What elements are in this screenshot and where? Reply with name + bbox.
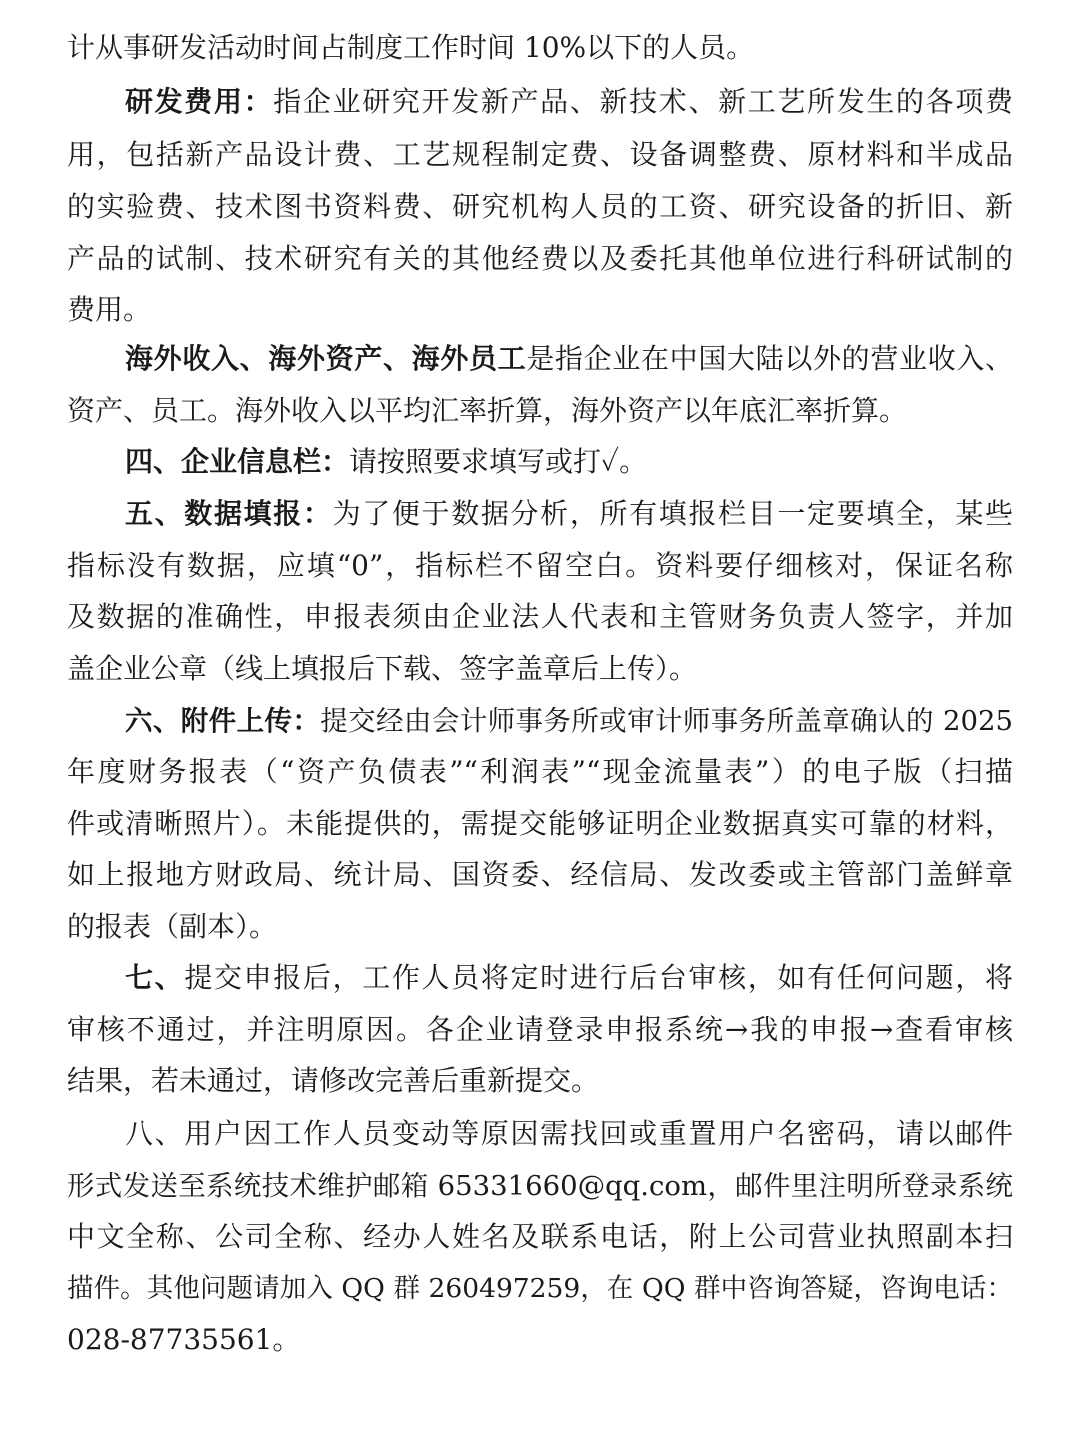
heading-section-5: 五、数据填报：: [125, 497, 333, 530]
text-line: 年度财务报表（“资产负债表”“利润表”“现金流量表”）的电子版（扫描: [67, 755, 1013, 788]
section-8: 八、用户因工作人员变动等原因需找回或重置用户名密码，请以邮件: [125, 1117, 1013, 1150]
paragraph-rd-expenses: 研发费用：指企业研究开发新产品、新技术、新工艺所发生的各项费: [125, 85, 1013, 118]
section-7: 七、提交申报后，工作人员将定时进行后台审核，如有任何问题，将: [125, 961, 1013, 994]
text-line: 及数据的准确性，申报表须由企业法人代表和主管财务负责人签字，并加: [67, 600, 1013, 633]
text-line: 的报表（副本）。: [67, 910, 278, 943]
text-line: 审核不通过，并注明原因。各企业请登录申报系统→我的申报→查看审核: [67, 1013, 1013, 1046]
text-line: 028-87735561。: [67, 1323, 301, 1356]
text-line: 如上报地方财政局、统计局、国资委、经信局、发改委或主管部门盖鲜章: [67, 858, 1013, 891]
heading-rd-expenses: 研发费用：: [125, 85, 274, 118]
text-line: 费用。: [67, 293, 152, 326]
text-line: 中文全称、公司全称、经办人姓名及联系电话，附上公司营业执照副本扫: [67, 1220, 1013, 1253]
heading-section-7: 七、: [125, 961, 185, 994]
section-5: 五、数据填报：为了便于数据分析，所有填报栏目一定要填全，某些: [125, 497, 1013, 530]
text-line: 计从事研发活动时间占制度工作时间 10%以下的人员。: [67, 31, 755, 64]
text-line: 的实验费、技术图书资料费、研究机构人员的工资、研究设备的折旧、新: [67, 190, 1013, 223]
heading-section-6: 六、附件上传：: [125, 705, 321, 737]
paragraph-overseas: 海外收入、海外资产、海外员工是指企业在中国大陆以外的营业收入、: [125, 342, 1013, 375]
heading-section-4: 四、企业信息栏：: [125, 445, 350, 478]
text-line: 件或清晰照片）。未能提供的，需提交能够证明企业数据真实可靠的材料，: [67, 807, 1013, 840]
text-line: 盖企业公章（线上填报后下载、签字盖章后上传）。: [67, 652, 698, 685]
section-4: 四、企业信息栏：请按照要求填写或打✓。: [125, 445, 648, 478]
text-line: 结果，若未通过，请修改完善后重新提交。: [67, 1064, 600, 1097]
text-line: 资产、员工。海外收入以平均汇率折算，海外资产以年底汇率折算。: [67, 394, 908, 427]
text-line: 产品的试制、技术研究有关的其他经费以及委托其他单位进行科研试制的: [67, 242, 1013, 275]
section-6: 六、附件上传：提交经由会计师事务所或审计师事务所盖章确认的 2025: [125, 705, 1013, 737]
text-line: 用，包括新产品设计费、工艺规程制定费、设备调整费、原材料和半成品: [67, 138, 1013, 171]
text-line: 描件。其他问题请加入 QQ 群 260497259，在 QQ 群中咨询答疑，咨询电话：: [67, 1273, 1013, 1304]
text-line: 指标没有数据，应填“0”，指标栏不留空白。资料要仔细核对，保证名称: [67, 549, 1013, 582]
text-line: 形式发送至系统技术维护邮箱 65331660@qq.com，邮件里注明所登录系统: [67, 1170, 1013, 1202]
heading-overseas: 海外收入、海外资产、海外员工: [125, 342, 527, 375]
